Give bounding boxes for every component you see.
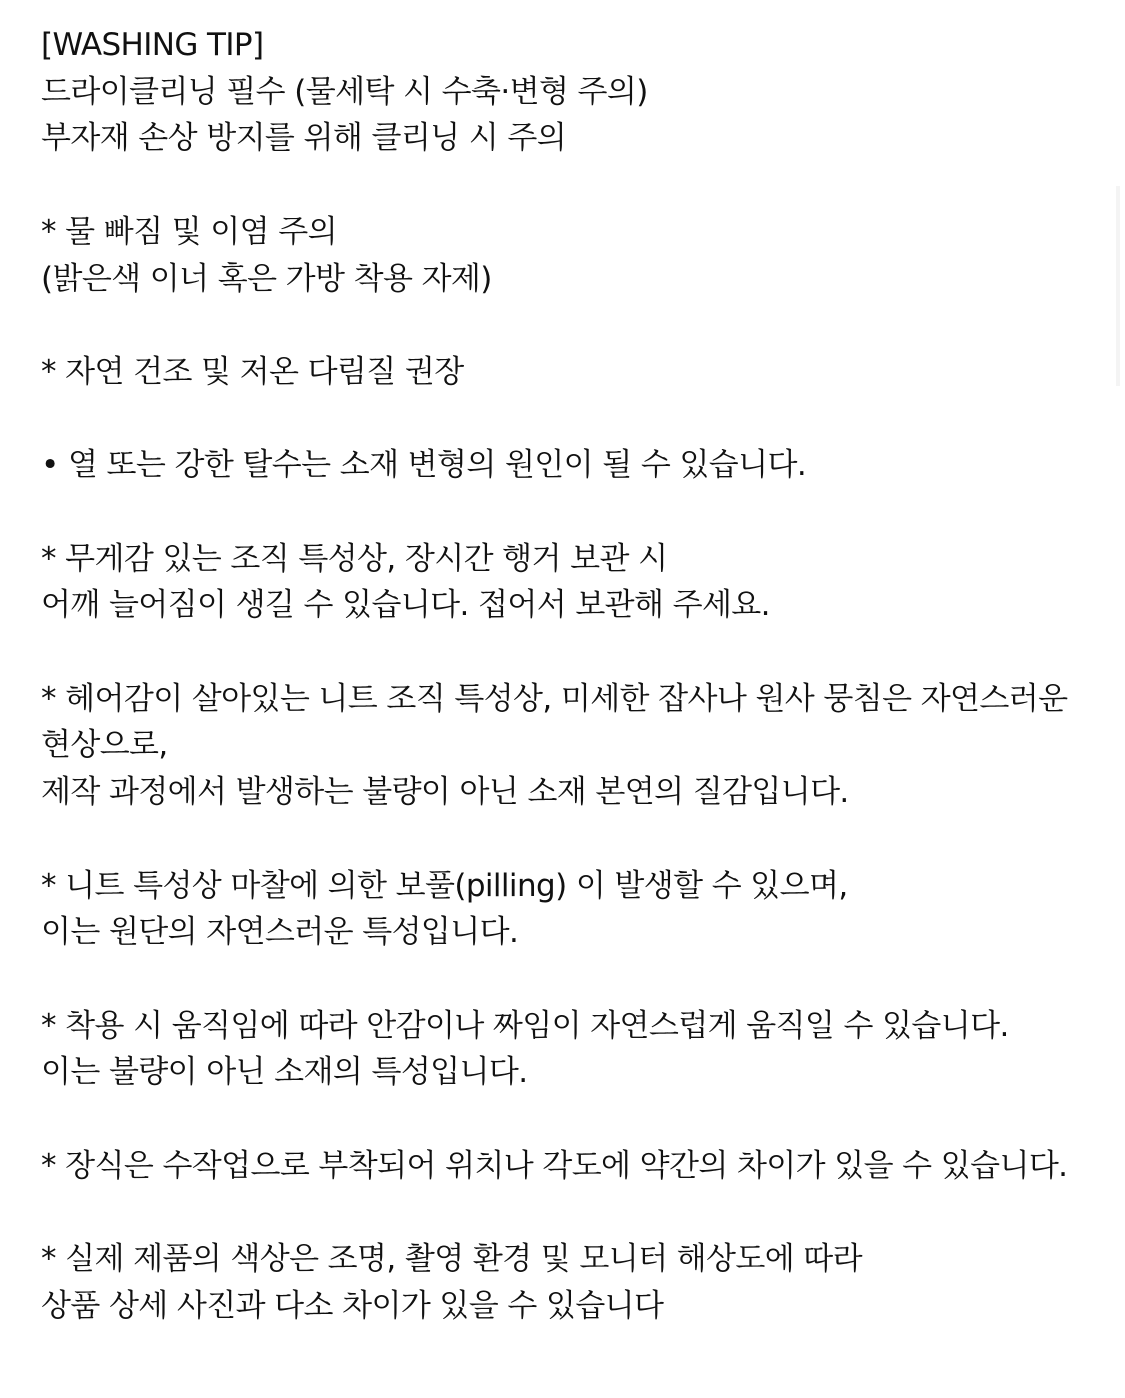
heat-warning: • 열 또는 강한 탈수는 소재 변형의 원인이 될 수 있습니다. bbox=[41, 447, 807, 484]
hairy-knit-continued: 현상으로, bbox=[41, 727, 168, 764]
spacer bbox=[41, 489, 1101, 536]
spacer bbox=[41, 396, 1101, 443]
spacer bbox=[41, 302, 1101, 349]
spacer bbox=[41, 956, 1101, 1003]
color-disclaimer-detail: 상품 상세 사진과 다소 차이가 있을 수 있습니다 bbox=[41, 1287, 664, 1324]
washing-tip-text bbox=[41, 22, 1101, 1330]
color-bleed-note: * 물 빠짐 및 이염 주의 bbox=[41, 213, 337, 250]
hairy-knit-note: * 헤어감이 살아있는 니트 조직 특성상, 미세한 잡사나 원사 뭉침은 자연스러운 bbox=[41, 680, 1068, 717]
lining-detail: 이는 불량이 아닌 소재의 특성입니다. bbox=[41, 1054, 528, 1091]
dry-clean-note: 드라이클리닝 필수 (물세탁 시 수축·변형 주의) bbox=[41, 73, 648, 110]
spacer bbox=[41, 162, 1101, 209]
spacer bbox=[41, 1189, 1101, 1236]
decoration-note: * 장식은 수작업으로 부착되어 위치나 각도에 약간의 차이가 있을 수 있습니다. bbox=[41, 1147, 1068, 1184]
accessory-care-note: 부자재 손상 방지를 위해 클리닝 시 주의 bbox=[41, 120, 567, 157]
pilling-detail: 이는 원단의 자연스러운 특성입니다. bbox=[41, 914, 519, 951]
pilling-note: * 니트 특성상 마찰에 의한 보풀(pilling) 이 발생할 수 있으며, bbox=[41, 867, 848, 904]
spacer bbox=[41, 629, 1101, 676]
scrollbar-track[interactable] bbox=[1116, 186, 1120, 386]
storage-note: * 무게감 있는 조직 특성상, 장시간 행거 보관 시 bbox=[41, 540, 668, 577]
storage-detail: 어깨 늘어짐이 생길 수 있습니다. 접어서 보관해 주세요. bbox=[41, 587, 770, 624]
color-disclaimer: * 실제 제품의 색상은 조명, 촬영 환경 및 모니터 해상도에 따라 bbox=[41, 1241, 862, 1278]
spacer bbox=[41, 816, 1101, 863]
lining-note: * 착용 시 움직임에 따라 안감이나 짜임이 자연스럽게 움직일 수 있습니다. bbox=[41, 1007, 1009, 1044]
spacer bbox=[41, 1096, 1101, 1143]
color-bleed-detail: (밝은색 이너 혹은 가방 착용 자제) bbox=[41, 260, 492, 297]
hairy-knit-detail: 제작 과정에서 발생하는 불량이 아닌 소재 본연의 질감입니다. bbox=[41, 774, 849, 811]
drying-note: * 자연 건조 및 저온 다림질 권장 bbox=[41, 353, 464, 390]
washing-tip-header: [WASHING TIP] bbox=[41, 27, 264, 63]
